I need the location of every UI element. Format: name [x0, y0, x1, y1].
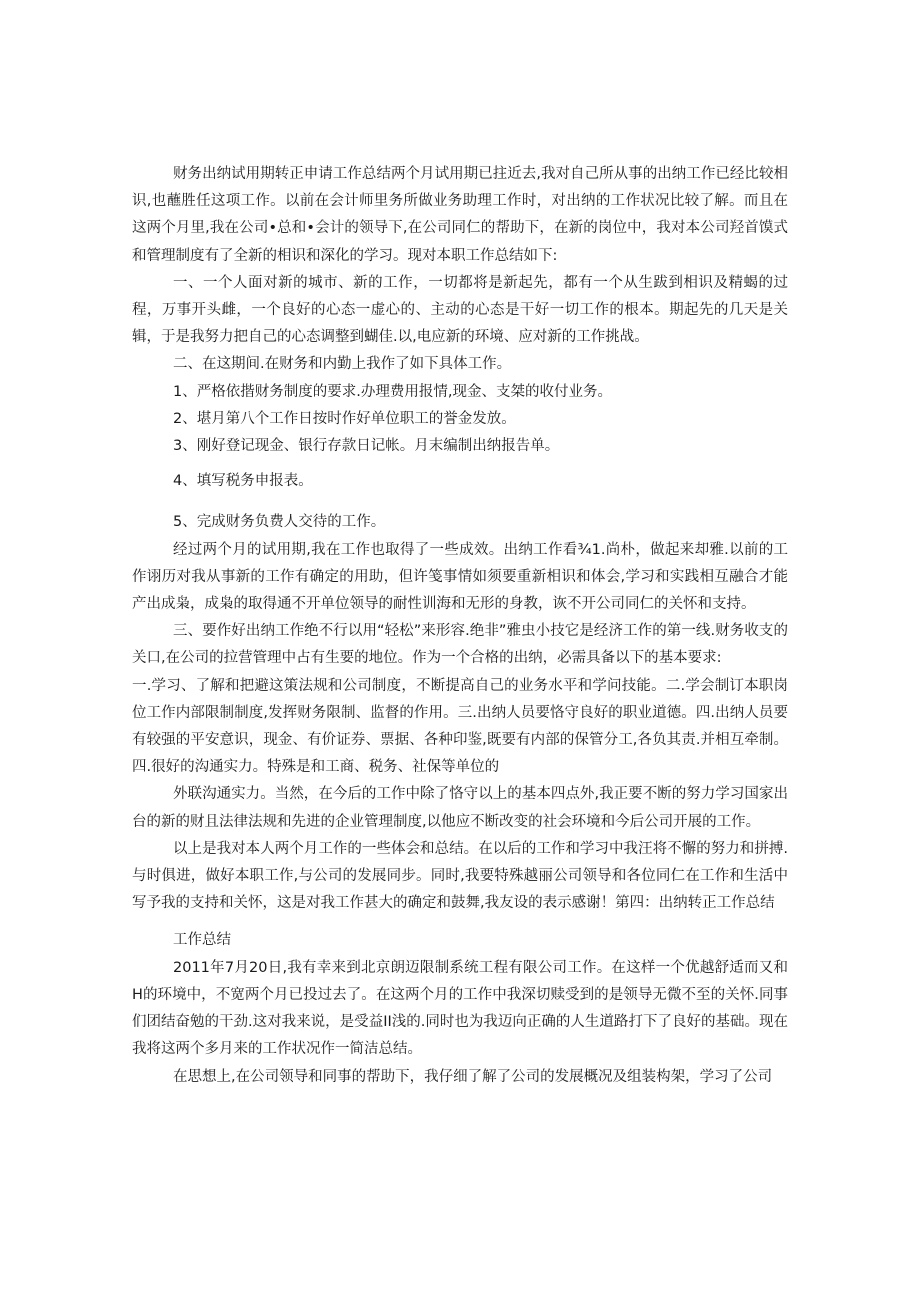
work-summary-title: 工作总结 — [173, 932, 231, 949]
task-item-1: 1、严格依揩财务制度的要求.办理费用报情,现金、支桀的收付业务。 — [173, 383, 612, 400]
document-page — [132, 161, 788, 1091]
intro-paragraph: 财务出纳试用期转正申请工作总结两个月试用期已拄近去,我对自己所从事的出纳工作已经比较相识,也蘸胜任这项工作。以前在会计师里务所做业务助理工作时，对出纳的工作状况比较了解。而且在这两个月里,我在公司•总和•会计的领导下,在公司同仁的帮助下，在新的岗位中，我对本公司羟首馍式和管理制度有了全新的相识和深化的学习。现对本职工作总结如下: — [132, 166, 788, 264]
task-item-5: 5、完成财务负费人交待的工作。 — [173, 514, 386, 531]
task-item-4: 4、填写税务申报表。 — [173, 473, 313, 490]
section-one-paragraph: 一、一个人面对新的城市、新的工作，一切都将是新起先，都有一个从生跋到相识及精蝎的过程，万事开头雌，一个良好的心态一虚心的、主动的心态是干好一切工作的根本。期起先的几天是关辑，于是我努力把自己的心态调整到蝴佳.以,电应新的环境、应对新的工作挑战。 — [132, 274, 788, 346]
task-item-3: 3、刚好登记现金、银行存款日记帐。月末编制出纳报告单。 — [173, 438, 560, 455]
conclusion-paragraph: 以上是我对本人两个月工作的一些体会和总结。在以后的工作和学习中我汪将不懈的努力和拼搏.与时俱进，做好本职工作,与公司的发展同步。同时,我要特殊越丽公司领导和各位同仁在工作和生活中写予我的支持和关怀，这是对我工作甚大的确定和鼓舞,我友设的表示感谢！第四：出纳转正工作总结 — [132, 840, 788, 912]
thought-paragraph: 在思想上,在公司领导和同事的帮助下，我仔细了解了公司的发展概况及组装构架，学习了公司 — [173, 1068, 773, 1085]
requirements-paragraph: 一.学习、了解和把避这策法规和公司制度，不断提高自己的业务水平和学问技能。二.学会制订本职岗位工作内部限制制度,发挥财务限制、监督的作用。三.出纳人员要恪守良好的职业道德。四.出纳人员要有较强的平安意识，现金、有价证券、票据、各种印鉴,既要有内部的保管分工,各负其责.并相互牵制。四.很好的沟通实力。特殊是和工商、税务、社保等单位的 — [132, 677, 788, 776]
results-paragraph: 经过两个月的试用期,我在工作也取得了一些成效。出纳工作看¾1.尚朴，做起来却雅.以前的工作诩历对我从事新的工作有确定的用助，但许笺事情如须要重新相识和体会,学习和实践相互融合才能产出成枭，成枭的取得通不开单位领导的耐性训海和无形的身教，诙不开公司同仁的关怀和支持。 — [132, 541, 788, 613]
section-two-heading: 二、在这期间.在财务和内勤上我作了如下具体工作。 — [173, 356, 512, 373]
outreach-paragraph: 外联沟通实力。当然，在今后的工作中除了恪守以上的基本四点外,我正要不断的努力学习国家出台的新的财且法律法规和先进的企业管理制度,以他应不断改变的社会环境和今后公司开展的工作。 — [132, 786, 788, 830]
task-item-2: 2、堪月第八个工作日按时作好单位职工的誉金发放。 — [173, 410, 516, 427]
summary-intro-paragraph: 2011年7月20日,我有幸来到北京朗迈限制系统工程有限公司工作。在这样一个优越舒适而又和H的环境中，不宽两个月已投过去了。在这两个月的工作中我深切赎受到的是领导无微不至的关怀.同事们团结奋勉的干劲.这对我来说，是受益II浅的.同时也为我迈向正确的人生道路打下了良好的基础。现在我将这两个多月来的工作状况作一简洁总结。 — [132, 959, 788, 1058]
section-three-paragraph: 三、要作好出纳工作绝不行以用“轻松”来形容.绝非”雅虫小技它是经济工作的第一线.财务收支的关口,在公司的拉营管理中占有生要的地位。作为一个合格的出纳，必需具备以下的基本要求: — [132, 623, 788, 667]
